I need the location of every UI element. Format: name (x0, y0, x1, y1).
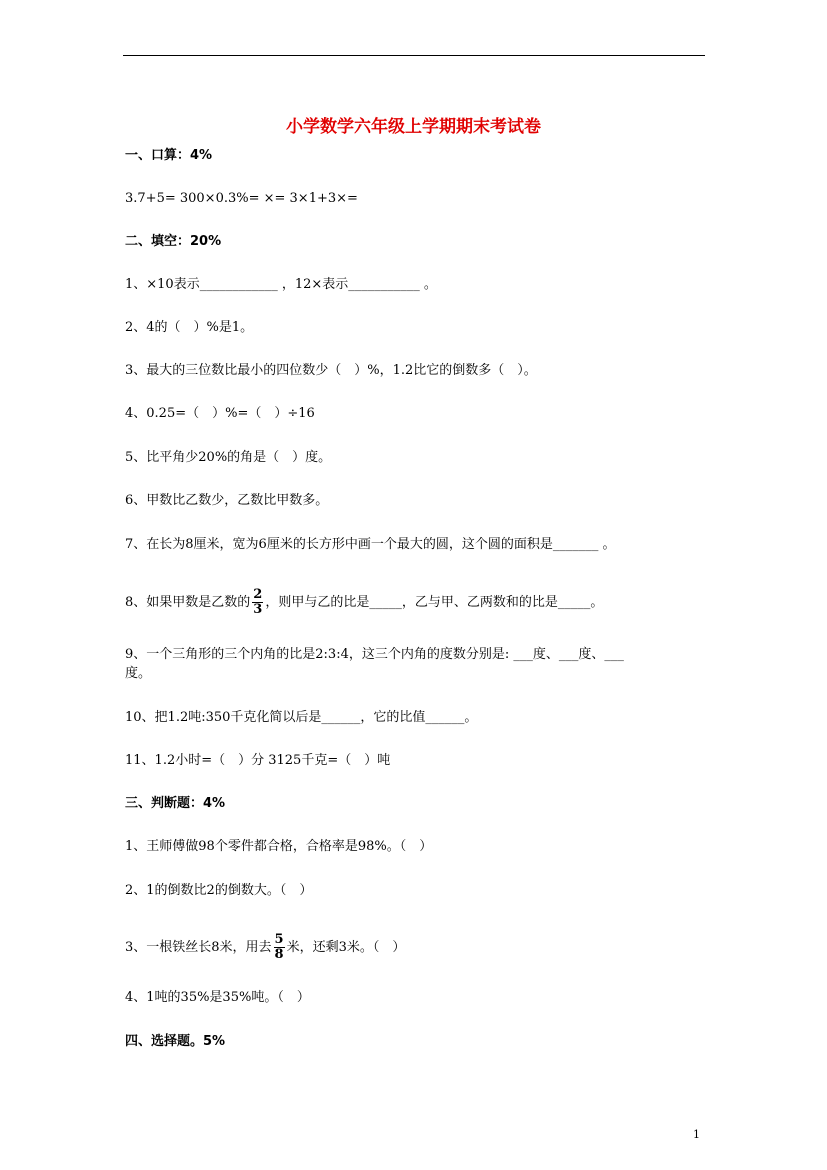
judge-question-3-text-start: 3、一根铁丝长8米，用去 (125, 940, 272, 955)
fill-question-11: 11、1.2小时=（ ）分 3125千克=（ ）吨 (125, 753, 391, 768)
section-heading-oral: 一、口算：4% (125, 148, 213, 163)
fill-question-8-text-start: 8、如果甲数是乙数的 (125, 595, 251, 610)
header-rule (123, 55, 705, 56)
fill-question-1: 1、×10表示____________ ，12×表示___________ 。 (125, 277, 437, 292)
fill-question-2: 2、4的（ ）%是1。 (125, 320, 254, 335)
fill-question-3: 3、最大的三位数比最小的四位数少（ ）%，1.2比它的倒数多（ ）。 (125, 363, 537, 378)
fraction-five-eighths (274, 934, 285, 961)
fill-question-8-text-end: ，则甲与乙的比是_____，乙与甲、乙两数和的比是_____。 (265, 595, 604, 610)
judge-question-3-text-end: 米，还剩3米。（ ） (286, 940, 406, 955)
fill-question-8 (125, 588, 603, 618)
section-heading-choice: 四、选择题。5% (125, 1034, 226, 1049)
fill-question-9-line-2: 度。 (125, 666, 152, 681)
judge-question-1: 1、王师傅做98个零件都合格，合格率是98%。（ ） (125, 839, 433, 854)
judge-question-2: 2、1的倒数比2的倒数大。（ ） (125, 883, 313, 898)
judge-question-4: 4、1吨的35%是35%吨。（ ） (125, 990, 310, 1005)
oral-calculation-line: 3.7+5= 300×0.3%= ×= 3×1+3×= (125, 191, 358, 206)
page-number: 1 (693, 1128, 700, 1141)
section-heading-fill: 二、填空：20% (125, 234, 222, 249)
fill-question-6: 6、甲数比乙数少，乙数比甲数多。 (125, 493, 329, 508)
fill-question-9-line-1: 9、一个三角形的三个内角的比是2:3:4，这三个内角的度数分别是: ___度、___度、___ (125, 647, 624, 662)
fraction-numerator: 2 (253, 587, 263, 602)
fill-question-7: 7、在长为8厘米，宽为6厘米的长方形中画一个最大的圆，这个圆的面积是_______ 。 (125, 537, 616, 552)
fraction-two-thirds (252, 589, 263, 616)
fraction-denominator: 3 (253, 602, 263, 617)
fill-question-10: 10、把1.2吨:350千克化简以后是______，它的比值______。 (125, 710, 478, 725)
section-heading-judge: 三、判断题：4% (125, 796, 226, 811)
fill-question-5: 5、比平角少20%的角是（ ）度。 (125, 450, 332, 465)
judge-question-3 (125, 933, 405, 963)
fill-question-4: 4、0.25=（ ）%=（ ）÷16 (125, 406, 315, 421)
fraction-denominator: 8 (274, 947, 284, 962)
exam-title: 小学数学六年级上学期期末考试卷 (286, 117, 541, 137)
fraction-numerator: 5 (274, 932, 284, 947)
